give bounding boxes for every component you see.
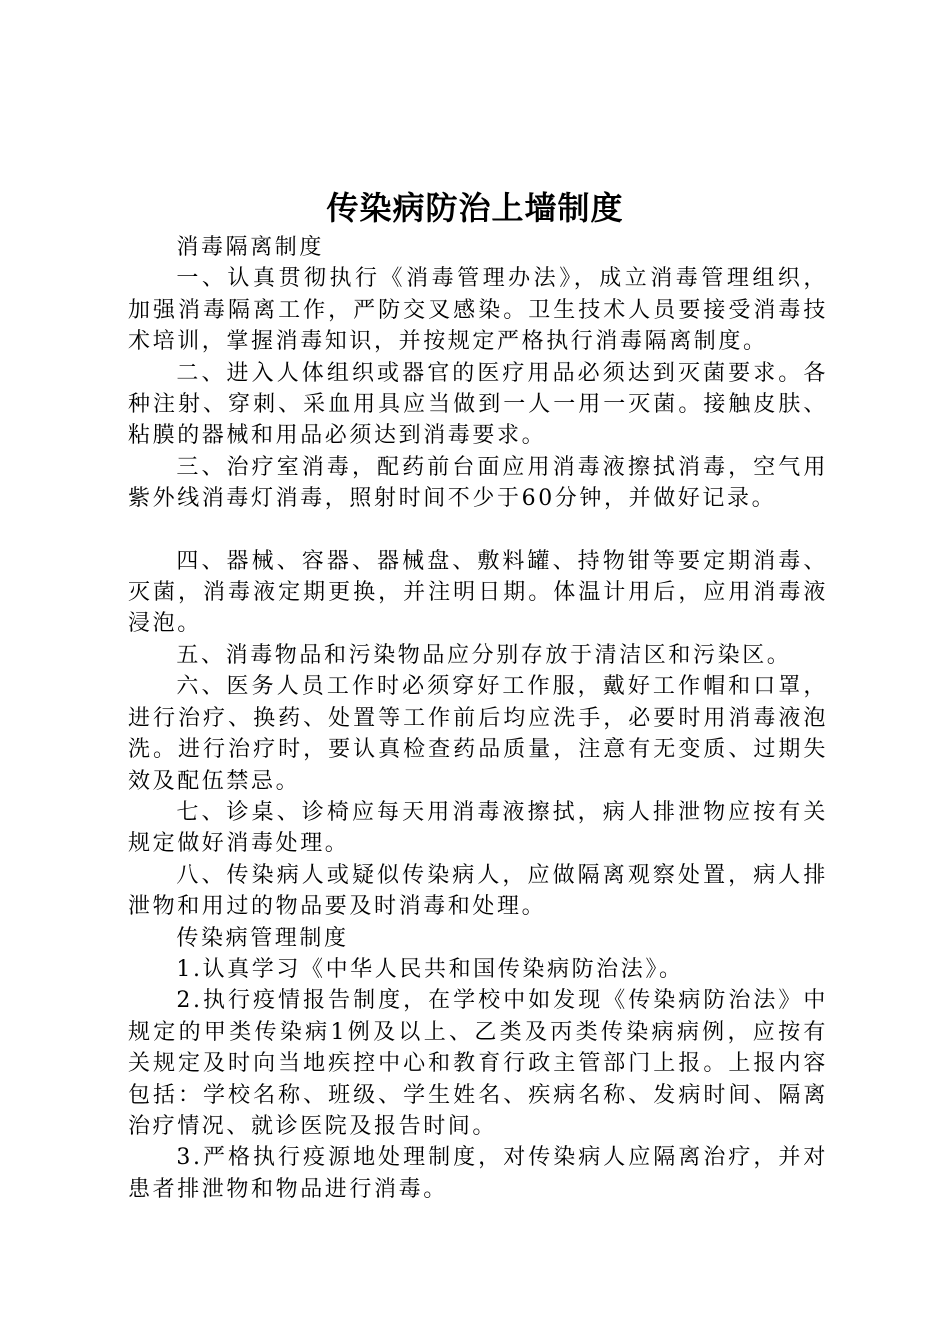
paragraph-4: 四、器械、容器、器械盘、敷料罐、持物钳等要定期消毒、灭菌，消毒液定期更换，并注明日期。体温计用后，应用消毒液浸泡。	[128, 548, 828, 637]
document-title: 传染病防治上墙制度	[326, 189, 624, 227]
section-heading-disinfection: 消毒隔离制度	[176, 235, 324, 260]
paragraph-3: 三、治疗室消毒，配药前台面应用消毒液擦拭消毒，空气用紫外线消毒灯消毒，照射时间不少于60分钟，并做好记录。	[128, 454, 828, 512]
paragraph-5: 五、消毒物品和污染物品应分别存放于清洁区和污染区。	[176, 642, 792, 668]
paragraph-item-2: 2.执行疫情报告制度，在学校中如发现《传染病防治法》中规定的甲类传染病1例及以上、乙类及丙类传染病病例，应按有关规定及时向当地疾控中心和教育行政主管部门上报。上报内容包括：学校名称、班级、学生姓名、疾病名称、发病时间、隔离治疗情况、就诊医院及报告时间。	[128, 988, 828, 1139]
section-heading-infectious-disease: 传染病管理制度	[176, 925, 349, 951]
paragraph-2: 二、进入人体组织或器官的医疗用品必须达到灭菌要求。各种注射、穿刺、采血用具应当做到一人一用一灭菌。接触皮肤、粘膜的器械和用品必须达到消毒要求。	[128, 360, 828, 449]
paragraph-1: 一、认真贯彻执行《消毒管理办法》，成立消毒管理组织，加强消毒隔离工作，严防交叉感染。卫生技术人员要接受消毒技术培训，掌握消毒知识，并按规定严格执行消毒隔离制度。	[128, 266, 828, 355]
document-body	[128, 232, 828, 1205]
paragraph-item-3: 3.严格执行疫源地处理制度，对传染病人应隔离治疗，并对患者排泄物和物品进行消毒。	[128, 1145, 828, 1202]
paragraph-8: 八、传染病人或疑似传染病人，应做隔离观察处置，病人排泄物和用过的物品要及时消毒和处理。	[128, 862, 828, 920]
paragraph-6: 六、医务人员工作时必须穿好工作服，戴好工作帽和口罩，进行治疗、换药、处置等工作前后均应洗手，必要时用消毒液泡洗。进行治疗时，要认真检查药品质量，注意有无变质、过期失效及配伍禁忌。	[128, 674, 828, 794]
paragraph-7: 七、诊桌、诊椅应每天用消毒液擦拭，病人排泄物应按有关规定做好消毒处理。	[128, 799, 828, 857]
paragraph-item-1: 1.认真学习《中华人民共和国传染病防治法》。	[176, 956, 684, 982]
